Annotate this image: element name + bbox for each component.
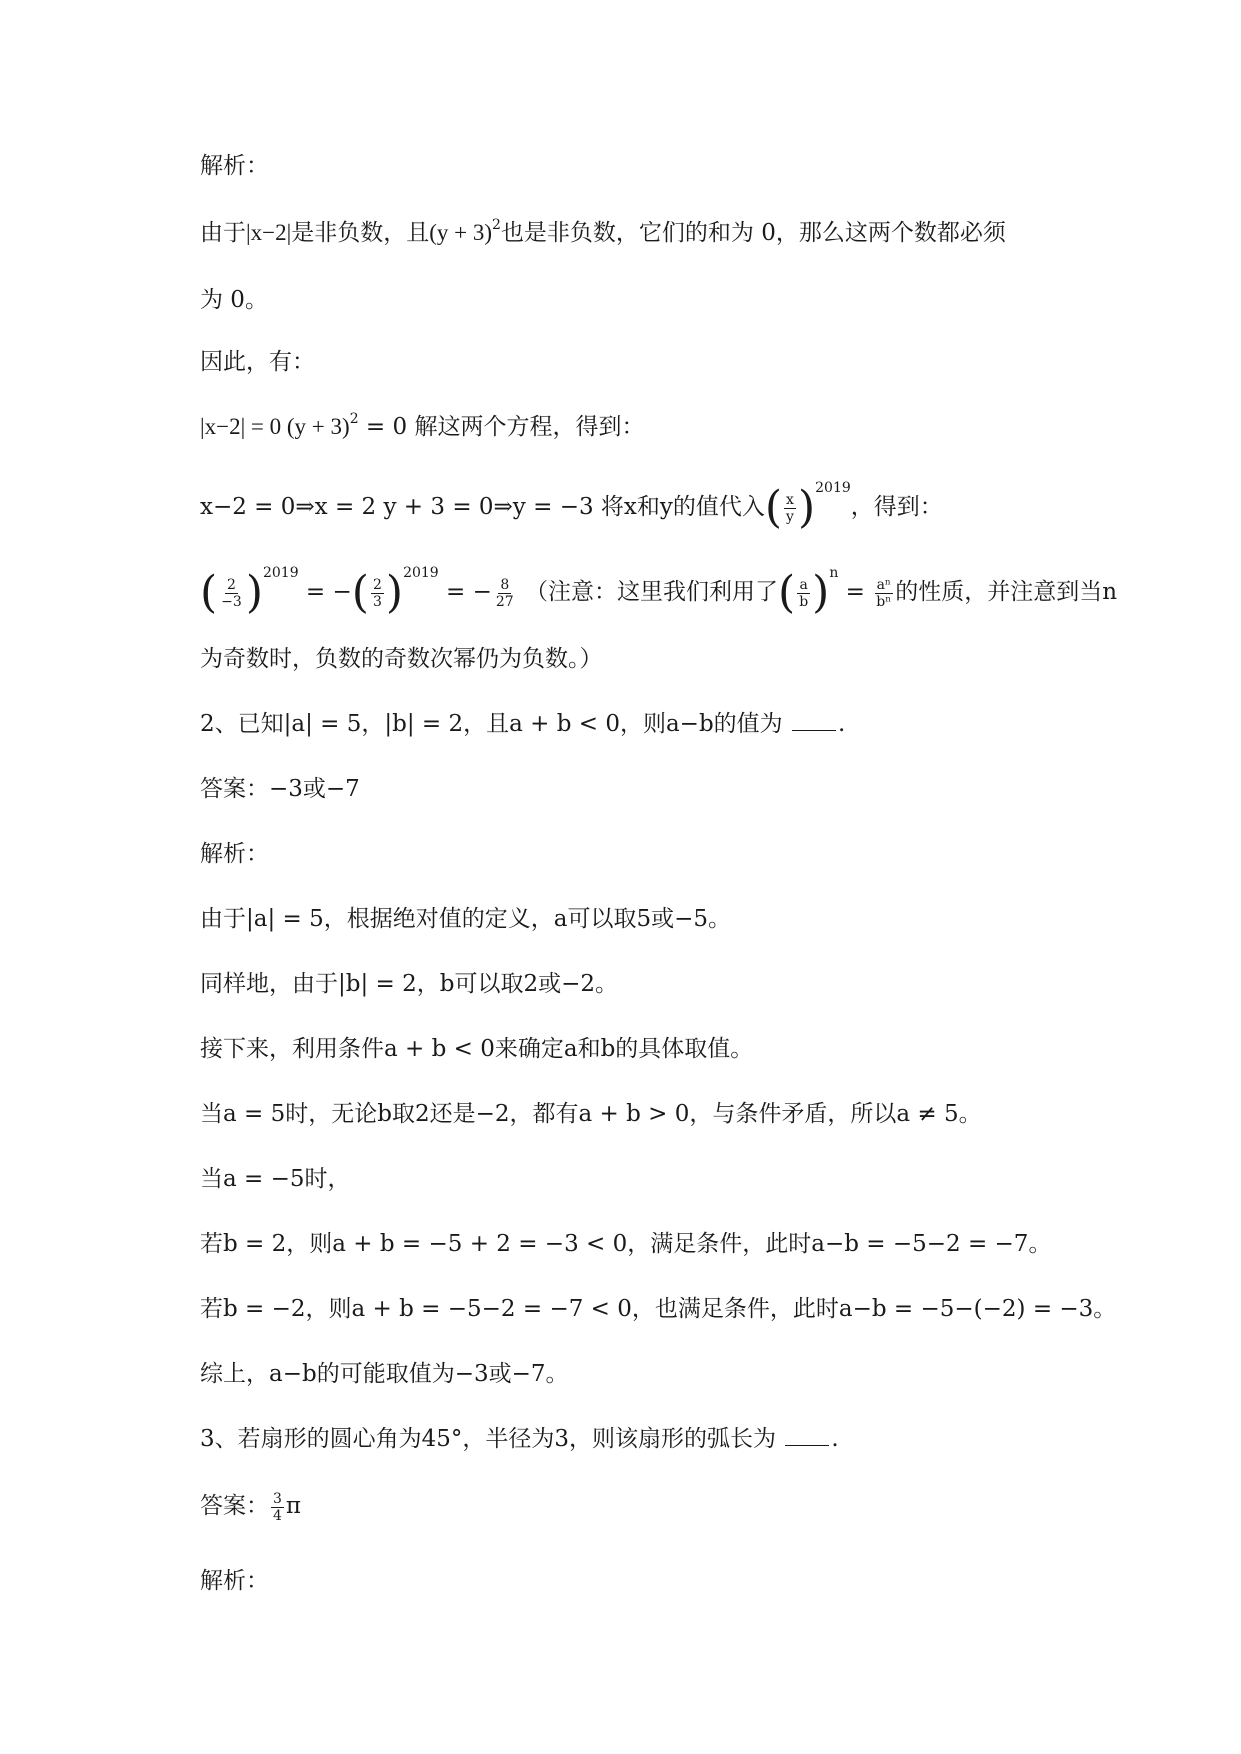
- analysis-heading-2: 解析：: [200, 841, 269, 867]
- text-line: 为 0。: [200, 287, 268, 313]
- text-line: 由于|a| = 5，根据绝对值的定义，a可以取5或−5。: [200, 906, 731, 932]
- answer-blank: [785, 1427, 829, 1446]
- text-line: 为奇数时，负数的奇数次幂仍为负数。）: [200, 646, 603, 672]
- answer-blank: [792, 712, 836, 731]
- fraction: $\frac{2}{-3}$: [221, 576, 242, 610]
- text-line: 由于|x−2|是非负数，且$(y + 3)^2$也是非负数，它们的和为 0，那么这两个数都必须: [200, 217, 1006, 246]
- text-line: 当a = −5时，: [200, 1166, 351, 1192]
- question-2: 2、已知|a| = 5，|b| = 2，且a + b < 0，则a−b的值为 .: [200, 711, 846, 737]
- equation-line: ( $\frac{2}{-3}$ )$^{2019}$ = −( $\frac{2}{3}$ )$^{2019}$ = − $\frac{8}{27}$ （注意：这里我们利用了( $\frac{a}{b}$ )$^n$ = $\frac{\text{aⁿ}}{\text{bⁿ}}$ 的性质，并注意到当n: [200, 565, 1118, 618]
- fraction: $\frac{x}{y}$: [786, 491, 794, 525]
- fraction: $\frac{3}{4}$: [273, 1490, 282, 1524]
- fraction: $\frac{8}{27}$: [495, 576, 514, 610]
- answer-3: 答案： $\frac{3}{4}$ π: [200, 1490, 302, 1524]
- analysis-heading-1: 解析：: [200, 153, 269, 179]
- text-line: 当a = 5时，无论b取2还是−2，都有a + b > 0，与条件矛盾，所以a ≠ 5。: [200, 1101, 982, 1127]
- text-line: 因此，有：: [200, 349, 315, 375]
- text-line: 接下来，利用条件a + b < 0来确定a和b的具体取值。: [200, 1036, 754, 1062]
- text-line: 同样地，由于|b| = 2，b可以取2或−2。: [200, 971, 619, 997]
- equation-line: x−2 = 0⇒x = 2 y + 3 = 0⇒y = −3 将x和y的值代入( $\frac{x}{y}$ )$^{2019}$，得到：: [200, 480, 943, 533]
- fraction: $\frac{\text{aⁿ}}{\text{bⁿ}}$: [876, 576, 892, 610]
- text-line: 若b = 2，则a + b = −5 + 2 = −3 < 0，满足条件，此时a−b = −5−2 = −7。: [200, 1231, 1052, 1257]
- fraction: $\frac{2}{3}$: [372, 576, 382, 610]
- text-line: 综上，a−b的可能取值为−3或−7。: [200, 1361, 569, 1387]
- analysis-heading-3: 解析：: [200, 1568, 269, 1594]
- question-3: 3、若扇形的圆心角为45°，半径为3，则该扇形的弧长为 .: [200, 1426, 839, 1452]
- fraction: $\frac{a}{b}$: [799, 576, 809, 610]
- equation-line: |x−2| = 0 $(y + 3)^2 = 0$ 解这两个方程，得到：: [200, 411, 645, 440]
- answer-2: 答案：−3或−7: [200, 776, 360, 802]
- text-line: 若b = −2，则a + b = −5−2 = −7 < 0，也满足条件，此时a−b = −5−(−2) = −3。: [200, 1296, 1117, 1322]
